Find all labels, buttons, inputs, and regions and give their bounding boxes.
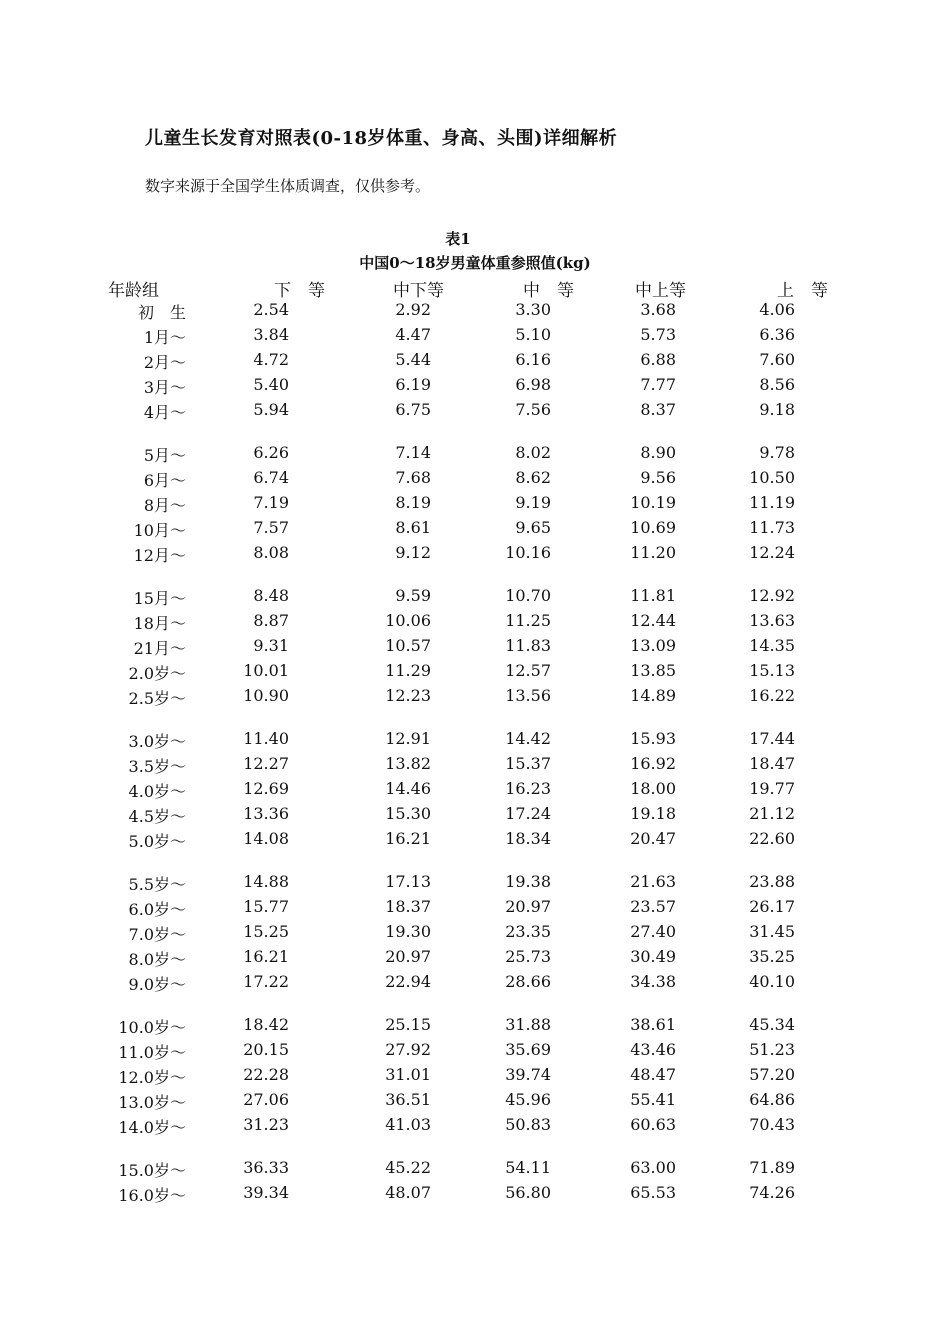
- upper-middle-value: 18.00: [630, 779, 676, 798]
- high-value: 70.43: [749, 1115, 795, 1134]
- age-cell: 2.0岁～: [128, 664, 186, 683]
- low-value: 22.28: [243, 1065, 289, 1084]
- upper-middle-value: 38.61: [630, 1015, 676, 1034]
- high-value: 12.92: [749, 586, 795, 605]
- table-row: [0, 754, 950, 778]
- high-value: 16.22: [749, 686, 795, 705]
- upper-middle-value: 27.40: [630, 922, 676, 941]
- table-row: [0, 493, 950, 517]
- age-cell: 1月～: [143, 328, 186, 347]
- high-value: 74.26: [749, 1183, 795, 1202]
- age-cell: 10月～: [133, 521, 186, 540]
- middle-value: 10.16: [505, 543, 551, 562]
- upper-middle-value: 7.77: [640, 375, 676, 394]
- low-value: 16.21: [243, 947, 289, 966]
- middle-value: 8.02: [515, 443, 551, 462]
- age-cell: 初 生: [137, 303, 186, 322]
- high-value: 15.13: [749, 661, 795, 680]
- middle-value: 11.25: [505, 611, 551, 630]
- lower-middle-value: 31.01: [385, 1065, 431, 1084]
- table-row: [0, 947, 950, 971]
- age-cell: 4月～: [143, 403, 186, 422]
- low-value: 11.40: [243, 729, 289, 748]
- upper-middle-value: 43.46: [630, 1040, 676, 1059]
- age-cell: 4.5岁～: [128, 807, 186, 826]
- lower-middle-value: 17.13: [385, 872, 431, 891]
- middle-value: 6.98: [515, 375, 551, 394]
- high-value: 10.50: [749, 468, 795, 487]
- low-value: 8.48: [253, 586, 289, 605]
- middle-value: 16.23: [505, 779, 551, 798]
- middle-value: 39.74: [505, 1065, 551, 1084]
- age-cell: 3月～: [143, 378, 186, 397]
- middle-value: 54.11: [505, 1158, 551, 1177]
- upper-middle-value: 13.85: [630, 661, 676, 680]
- low-value: 6.74: [253, 468, 289, 487]
- header-middle: 中 等: [523, 281, 574, 301]
- age-cell: 12月～: [133, 546, 186, 565]
- age-cell: 5月～: [143, 446, 186, 465]
- lower-middle-value: 14.46: [385, 779, 431, 798]
- header-lower-middle: 中下等: [393, 281, 444, 301]
- table-row: [0, 400, 950, 424]
- high-value: 12.24: [749, 543, 795, 562]
- middle-value: 6.16: [515, 350, 551, 369]
- age-cell: 12.0岁～: [118, 1068, 186, 1087]
- low-value: 6.26: [253, 443, 289, 462]
- upper-middle-value: 6.88: [640, 350, 676, 369]
- low-value: 9.31: [253, 636, 289, 655]
- age-cell: 5.5岁～: [128, 875, 186, 894]
- low-value: 15.25: [243, 922, 289, 941]
- low-value: 8.08: [253, 543, 289, 562]
- high-value: 17.44: [749, 729, 795, 748]
- middle-value: 23.35: [505, 922, 551, 941]
- upper-middle-value: 3.68: [640, 300, 676, 319]
- age-cell: 15.0岁～: [118, 1161, 186, 1180]
- low-value: 39.34: [243, 1183, 289, 1202]
- table-row: [0, 922, 950, 946]
- upper-middle-value: 16.92: [630, 754, 676, 773]
- age-cell: 3.5岁～: [128, 757, 186, 776]
- high-value: 14.35: [749, 636, 795, 655]
- upper-middle-value: 55.41: [630, 1090, 676, 1109]
- low-value: 2.54: [253, 300, 289, 319]
- age-cell: 21月～: [133, 639, 186, 658]
- table-row: [0, 972, 950, 996]
- high-value: 13.63: [749, 611, 795, 630]
- middle-value: 45.96: [505, 1090, 551, 1109]
- middle-value: 28.66: [505, 972, 551, 991]
- middle-value: 11.83: [505, 636, 551, 655]
- age-cell: 18月～: [133, 614, 186, 633]
- table-row: [0, 661, 950, 685]
- middle-value: 10.70: [505, 586, 551, 605]
- high-value: 57.20: [749, 1065, 795, 1084]
- high-value: 19.77: [749, 779, 795, 798]
- table-row: [0, 1015, 950, 1039]
- document-subtitle: 数字来源于全国学生体质调查，仅供参考。: [145, 177, 431, 195]
- middle-value: 8.62: [515, 468, 551, 487]
- age-cell: 3.0岁～: [128, 732, 186, 751]
- middle-value: 35.69: [505, 1040, 551, 1059]
- table-row: [0, 1158, 950, 1182]
- high-value: 6.36: [759, 325, 795, 344]
- table-row: [0, 872, 950, 896]
- lower-middle-value: 27.92: [385, 1040, 431, 1059]
- header-high: 上 等: [777, 281, 828, 301]
- age-cell: 6.0岁～: [128, 900, 186, 919]
- table-row: [0, 375, 950, 399]
- table-row: [0, 443, 950, 467]
- table-title: 中国0～18岁男童体重参照值(kg): [359, 254, 591, 272]
- age-cell: 13.0岁～: [118, 1093, 186, 1112]
- header-upper-middle: 中上等: [635, 281, 686, 301]
- age-cell: 16.0岁～: [118, 1186, 186, 1205]
- table-row: [0, 611, 950, 635]
- low-value: 17.22: [243, 972, 289, 991]
- middle-value: 56.80: [505, 1183, 551, 1202]
- lower-middle-value: 8.61: [395, 518, 431, 537]
- upper-middle-value: 11.81: [630, 586, 676, 605]
- table-row: [0, 636, 950, 660]
- high-value: 4.06: [759, 300, 795, 319]
- lower-middle-value: 12.91: [385, 729, 431, 748]
- age-cell: 14.0岁～: [118, 1118, 186, 1137]
- upper-middle-value: 13.09: [630, 636, 676, 655]
- high-value: 26.17: [749, 897, 795, 916]
- table-row: [0, 1065, 950, 1089]
- lower-middle-value: 7.14: [395, 443, 431, 462]
- lower-middle-value: 4.47: [395, 325, 431, 344]
- middle-value: 9.65: [515, 518, 551, 537]
- low-value: 12.69: [243, 779, 289, 798]
- lower-middle-value: 9.59: [395, 586, 431, 605]
- upper-middle-value: 48.47: [630, 1065, 676, 1084]
- age-cell: 7.0岁～: [128, 925, 186, 944]
- lower-middle-value: 8.19: [395, 493, 431, 512]
- table-row: [0, 829, 950, 853]
- low-value: 20.15: [243, 1040, 289, 1059]
- upper-middle-value: 34.38: [630, 972, 676, 991]
- high-value: 9.78: [759, 443, 795, 462]
- table-row: [0, 300, 950, 324]
- lower-middle-value: 36.51: [385, 1090, 431, 1109]
- upper-middle-value: 19.18: [630, 804, 676, 823]
- table-row: [0, 350, 950, 374]
- low-value: 18.42: [243, 1015, 289, 1034]
- low-value: 7.57: [253, 518, 289, 537]
- low-value: 14.08: [243, 829, 289, 848]
- high-value: 35.25: [749, 947, 795, 966]
- high-value: 23.88: [749, 872, 795, 891]
- age-cell: 8月～: [143, 496, 186, 515]
- middle-value: 12.57: [505, 661, 551, 680]
- upper-middle-value: 8.37: [640, 400, 676, 419]
- middle-value: 9.19: [515, 493, 551, 512]
- high-value: 21.12: [749, 804, 795, 823]
- age-cell: 15月～: [133, 589, 186, 608]
- low-value: 36.33: [243, 1158, 289, 1177]
- age-cell: 9.0岁～: [128, 975, 186, 994]
- lower-middle-value: 2.92: [395, 300, 431, 319]
- high-value: 71.89: [749, 1158, 795, 1177]
- middle-value: 50.83: [505, 1115, 551, 1134]
- upper-middle-value: 12.44: [630, 611, 676, 630]
- age-cell: 4.0岁～: [128, 782, 186, 801]
- lower-middle-value: 45.22: [385, 1158, 431, 1177]
- lower-middle-value: 48.07: [385, 1183, 431, 1202]
- table-row: [0, 729, 950, 753]
- lower-middle-value: 9.12: [395, 543, 431, 562]
- table-row: [0, 1090, 950, 1114]
- high-value: 64.86: [749, 1090, 795, 1109]
- middle-value: 5.10: [515, 325, 551, 344]
- upper-middle-value: 9.56: [640, 468, 676, 487]
- table-row: [0, 543, 950, 567]
- upper-middle-value: 15.93: [630, 729, 676, 748]
- low-value: 31.23: [243, 1115, 289, 1134]
- table-row: [0, 779, 950, 803]
- lower-middle-value: 12.23: [385, 686, 431, 705]
- middle-value: 13.56: [505, 686, 551, 705]
- low-value: 8.87: [253, 611, 289, 630]
- header-age-group: 年龄组: [108, 281, 159, 301]
- middle-value: 20.97: [505, 897, 551, 916]
- upper-middle-value: 14.89: [630, 686, 676, 705]
- age-cell: 8.0岁～: [128, 950, 186, 969]
- high-value: 31.45: [749, 922, 795, 941]
- middle-value: 7.56: [515, 400, 551, 419]
- upper-middle-value: 10.69: [630, 518, 676, 537]
- age-cell: 10.0岁～: [118, 1018, 186, 1037]
- age-cell: 6月～: [143, 471, 186, 490]
- upper-middle-value: 5.73: [640, 325, 676, 344]
- middle-value: 18.34: [505, 829, 551, 848]
- high-value: 18.47: [749, 754, 795, 773]
- table-row: [0, 1040, 950, 1064]
- lower-middle-value: 18.37: [385, 897, 431, 916]
- age-cell: 5.0岁～: [128, 832, 186, 851]
- lower-middle-value: 25.15: [385, 1015, 431, 1034]
- middle-value: 3.30: [515, 300, 551, 319]
- low-value: 7.19: [253, 493, 289, 512]
- upper-middle-value: 65.53: [630, 1183, 676, 1202]
- middle-value: 19.38: [505, 872, 551, 891]
- table-row: [0, 1115, 950, 1139]
- lower-middle-value: 13.82: [385, 754, 431, 773]
- table-row: [0, 1183, 950, 1207]
- table-row: [0, 804, 950, 828]
- high-value: 40.10: [749, 972, 795, 991]
- high-value: 45.34: [749, 1015, 795, 1034]
- lower-middle-value: 6.75: [395, 400, 431, 419]
- table-label: 表1: [445, 230, 471, 248]
- upper-middle-value: 10.19: [630, 493, 676, 512]
- upper-middle-value: 20.47: [630, 829, 676, 848]
- middle-value: 15.37: [505, 754, 551, 773]
- high-value: 7.60: [759, 350, 795, 369]
- lower-middle-value: 7.68: [395, 468, 431, 487]
- lower-middle-value: 41.03: [385, 1115, 431, 1134]
- table-row: [0, 325, 950, 349]
- upper-middle-value: 60.63: [630, 1115, 676, 1134]
- upper-middle-value: 11.20: [630, 543, 676, 562]
- low-value: 15.77: [243, 897, 289, 916]
- low-value: 12.27: [243, 754, 289, 773]
- high-value: 11.19: [749, 493, 795, 512]
- table-row: [0, 686, 950, 710]
- header-low: 下 等: [274, 281, 325, 301]
- age-cell: 11.0岁～: [118, 1043, 186, 1062]
- upper-middle-value: 63.00: [630, 1158, 676, 1177]
- upper-middle-value: 30.49: [630, 947, 676, 966]
- high-value: 22.60: [749, 829, 795, 848]
- upper-middle-value: 21.63: [630, 872, 676, 891]
- age-cell: 2.5岁～: [128, 689, 186, 708]
- middle-value: 17.24: [505, 804, 551, 823]
- table-row: [0, 518, 950, 542]
- table-row: [0, 897, 950, 921]
- low-value: 4.72: [253, 350, 289, 369]
- lower-middle-value: 11.29: [385, 661, 431, 680]
- low-value: 13.36: [243, 804, 289, 823]
- low-value: 10.01: [243, 661, 289, 680]
- lower-middle-value: 15.30: [385, 804, 431, 823]
- upper-middle-value: 23.57: [630, 897, 676, 916]
- middle-value: 14.42: [505, 729, 551, 748]
- high-value: 51.23: [749, 1040, 795, 1059]
- table-row: [0, 586, 950, 610]
- low-value: 10.90: [243, 686, 289, 705]
- low-value: 5.40: [253, 375, 289, 394]
- middle-value: 25.73: [505, 947, 551, 966]
- document-title: 儿童生长发育对照表(0-18岁体重、身高、头围)详细解析: [145, 128, 618, 149]
- low-value: 3.84: [253, 325, 289, 344]
- lower-middle-value: 20.97: [385, 947, 431, 966]
- lower-middle-value: 10.57: [385, 636, 431, 655]
- lower-middle-value: 6.19: [395, 375, 431, 394]
- low-value: 5.94: [253, 400, 289, 419]
- lower-middle-value: 22.94: [385, 972, 431, 991]
- high-value: 9.18: [759, 400, 795, 419]
- upper-middle-value: 8.90: [640, 443, 676, 462]
- table-row: [0, 468, 950, 492]
- lower-middle-value: 19.30: [385, 922, 431, 941]
- lower-middle-value: 10.06: [385, 611, 431, 630]
- low-value: 27.06: [243, 1090, 289, 1109]
- high-value: 8.56: [759, 375, 795, 394]
- age-cell: 2月～: [143, 353, 186, 372]
- high-value: 11.73: [749, 518, 795, 537]
- middle-value: 31.88: [505, 1015, 551, 1034]
- lower-middle-value: 16.21: [385, 829, 431, 848]
- low-value: 14.88: [243, 872, 289, 891]
- lower-middle-value: 5.44: [395, 350, 431, 369]
